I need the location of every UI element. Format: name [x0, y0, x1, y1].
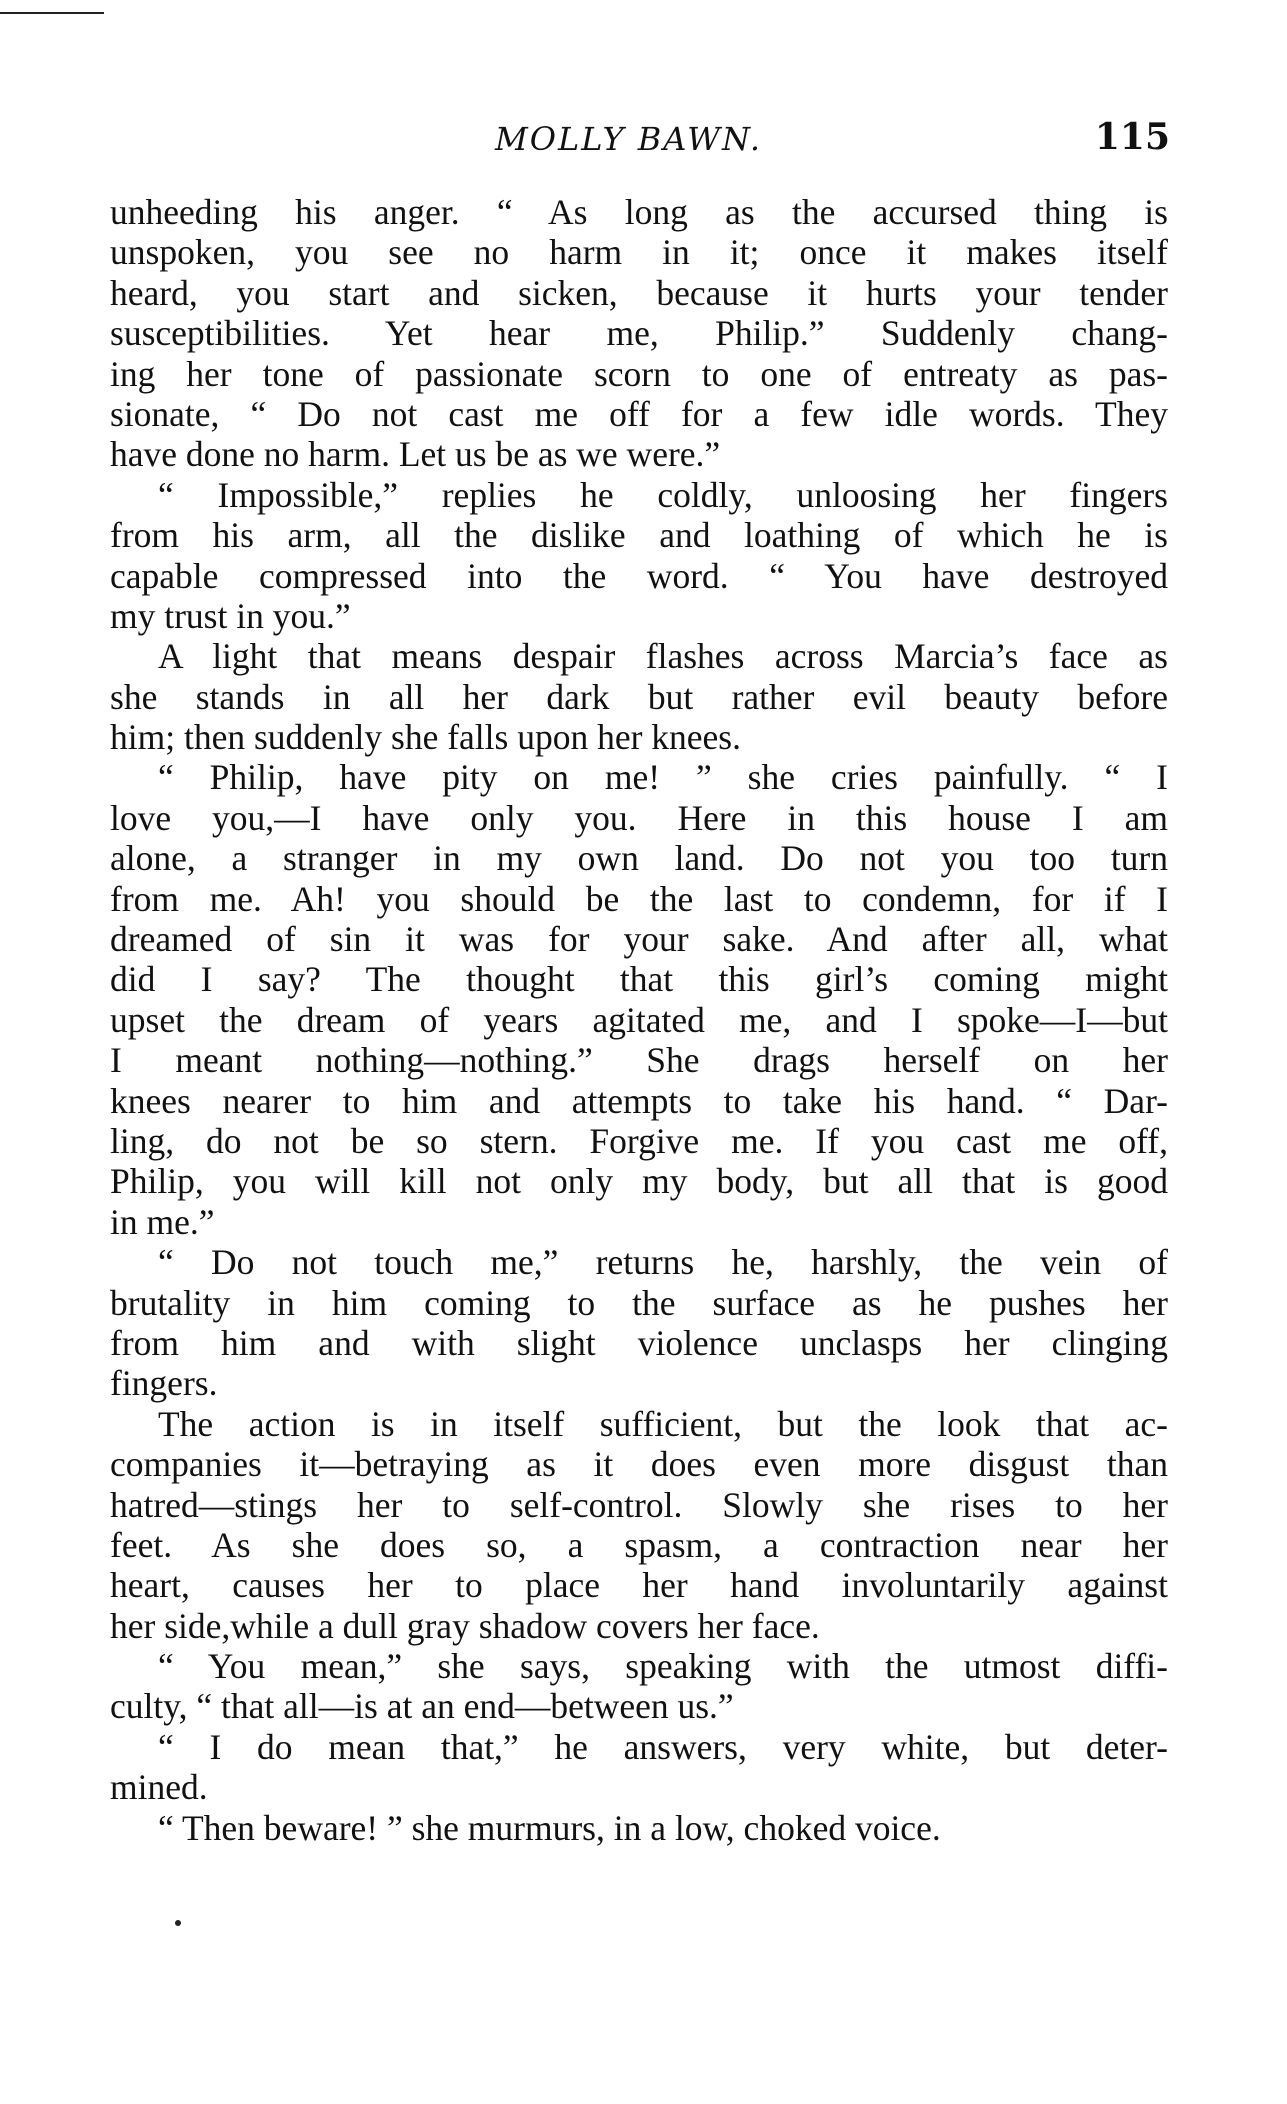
text-line: upset the dream of years agitated me, and I spoke—I—but: [110, 999, 1168, 1040]
text-line: dreamed of sin it was for your sake. And after all, what: [110, 919, 1168, 960]
text-line: in me.”: [110, 1201, 215, 1242]
text-line: from his arm, all the dislike and loathing of which he is: [110, 515, 1168, 556]
text-line: ling, do not be so stern. Forgive me. If you cast me off,: [110, 1120, 1168, 1161]
top-rule: [0, 12, 104, 14]
text-line: heard, you start and sicken, because it hurts your tender: [110, 272, 1168, 313]
print-speck: [175, 1920, 181, 1926]
text-line: culty, “ that all—is at an end—between us.”: [110, 1686, 734, 1727]
running-head: MOLLY BAWN.: [495, 120, 763, 158]
text-line: “ Philip, have pity on me! ” she cries painfully. “ I: [158, 757, 1168, 798]
text-line: fingers.: [110, 1363, 218, 1404]
text-line: from me. Ah! you should be the last to condemn, for if I: [110, 878, 1168, 919]
text-line: love you,—I have only you. Here in this house I am: [110, 797, 1168, 838]
text-line: unheeding his anger. “ As long as the accursed thing is: [110, 192, 1168, 232]
text-line: ing her tone of passionate scorn to one of entreaty as pas-: [110, 353, 1168, 394]
text-line: capable compressed into the word. “ You have destroyed: [110, 555, 1168, 596]
text-line: unspoken, you see no harm in it; once it makes itself: [110, 232, 1168, 273]
text-line: sionate, “ Do not cast me off for a few idle words. They: [110, 393, 1168, 434]
text-line: heart, causes her to place her hand involuntarily against: [110, 1565, 1168, 1606]
text-line: she stands in all her dark but rather evil beauty before: [110, 676, 1168, 717]
text-line: “ Then beware! ” she murmurs, in a low, choked voice.: [158, 1807, 941, 1848]
text-line: “ I do mean that,” he answers, very white, but deter-: [158, 1726, 1168, 1767]
text-line: him; then suddenly she falls upon her knees.: [110, 717, 741, 758]
text-line: The action is in itself sufficient, but the look that ac-: [158, 1403, 1168, 1444]
text-line: alone, a stranger in my own land. Do not you too turn: [110, 838, 1168, 879]
text-line: susceptibilities. Yet hear me, Philip.” Suddenly chang-: [110, 313, 1168, 354]
text-line: I meant nothing—nothing.” She drags herself on her: [110, 1040, 1168, 1081]
page-header: [110, 112, 1170, 162]
text-line: my trust in you.”: [110, 595, 351, 636]
text-line: brutality in him coming to the surface as he pushes her: [110, 1282, 1168, 1323]
text-line: mined.: [110, 1767, 208, 1808]
text-line: feet. As she does so, a spasm, a contraction near her: [110, 1524, 1168, 1565]
text-line: hatred—stings her to self-control. Slowly she rises to her: [110, 1484, 1168, 1525]
page-number: 115: [1094, 116, 1170, 158]
text-line: “ Impossible,” replies he coldly, unloosing her fingers: [158, 474, 1168, 515]
text-line: “ Do not touch me,” returns he, harshly, the vein of: [158, 1242, 1168, 1283]
text-line: her side,while a dull gray shadow covers her face.: [110, 1605, 820, 1646]
text-line: Philip, you will kill not only my body, but all that is good: [110, 1161, 1168, 1202]
text-line: have done no harm. Let us be as we were.”: [110, 434, 721, 475]
text-line: from him and with slight violence unclasps her clinging: [110, 1322, 1168, 1363]
body-text: [110, 192, 1168, 1848]
text-line: knees nearer to him and attempts to take his hand. “ Dar-: [110, 1080, 1168, 1121]
text-line: did I say? The thought that this girl’s coming might: [110, 959, 1168, 1000]
text-line: “ You mean,” she says, speaking with the utmost diffi-: [158, 1646, 1168, 1687]
text-line: companies it—betraying as it does even more disgust than: [110, 1444, 1168, 1485]
text-line: A light that means despair flashes across Marcia’s face as: [158, 636, 1168, 677]
